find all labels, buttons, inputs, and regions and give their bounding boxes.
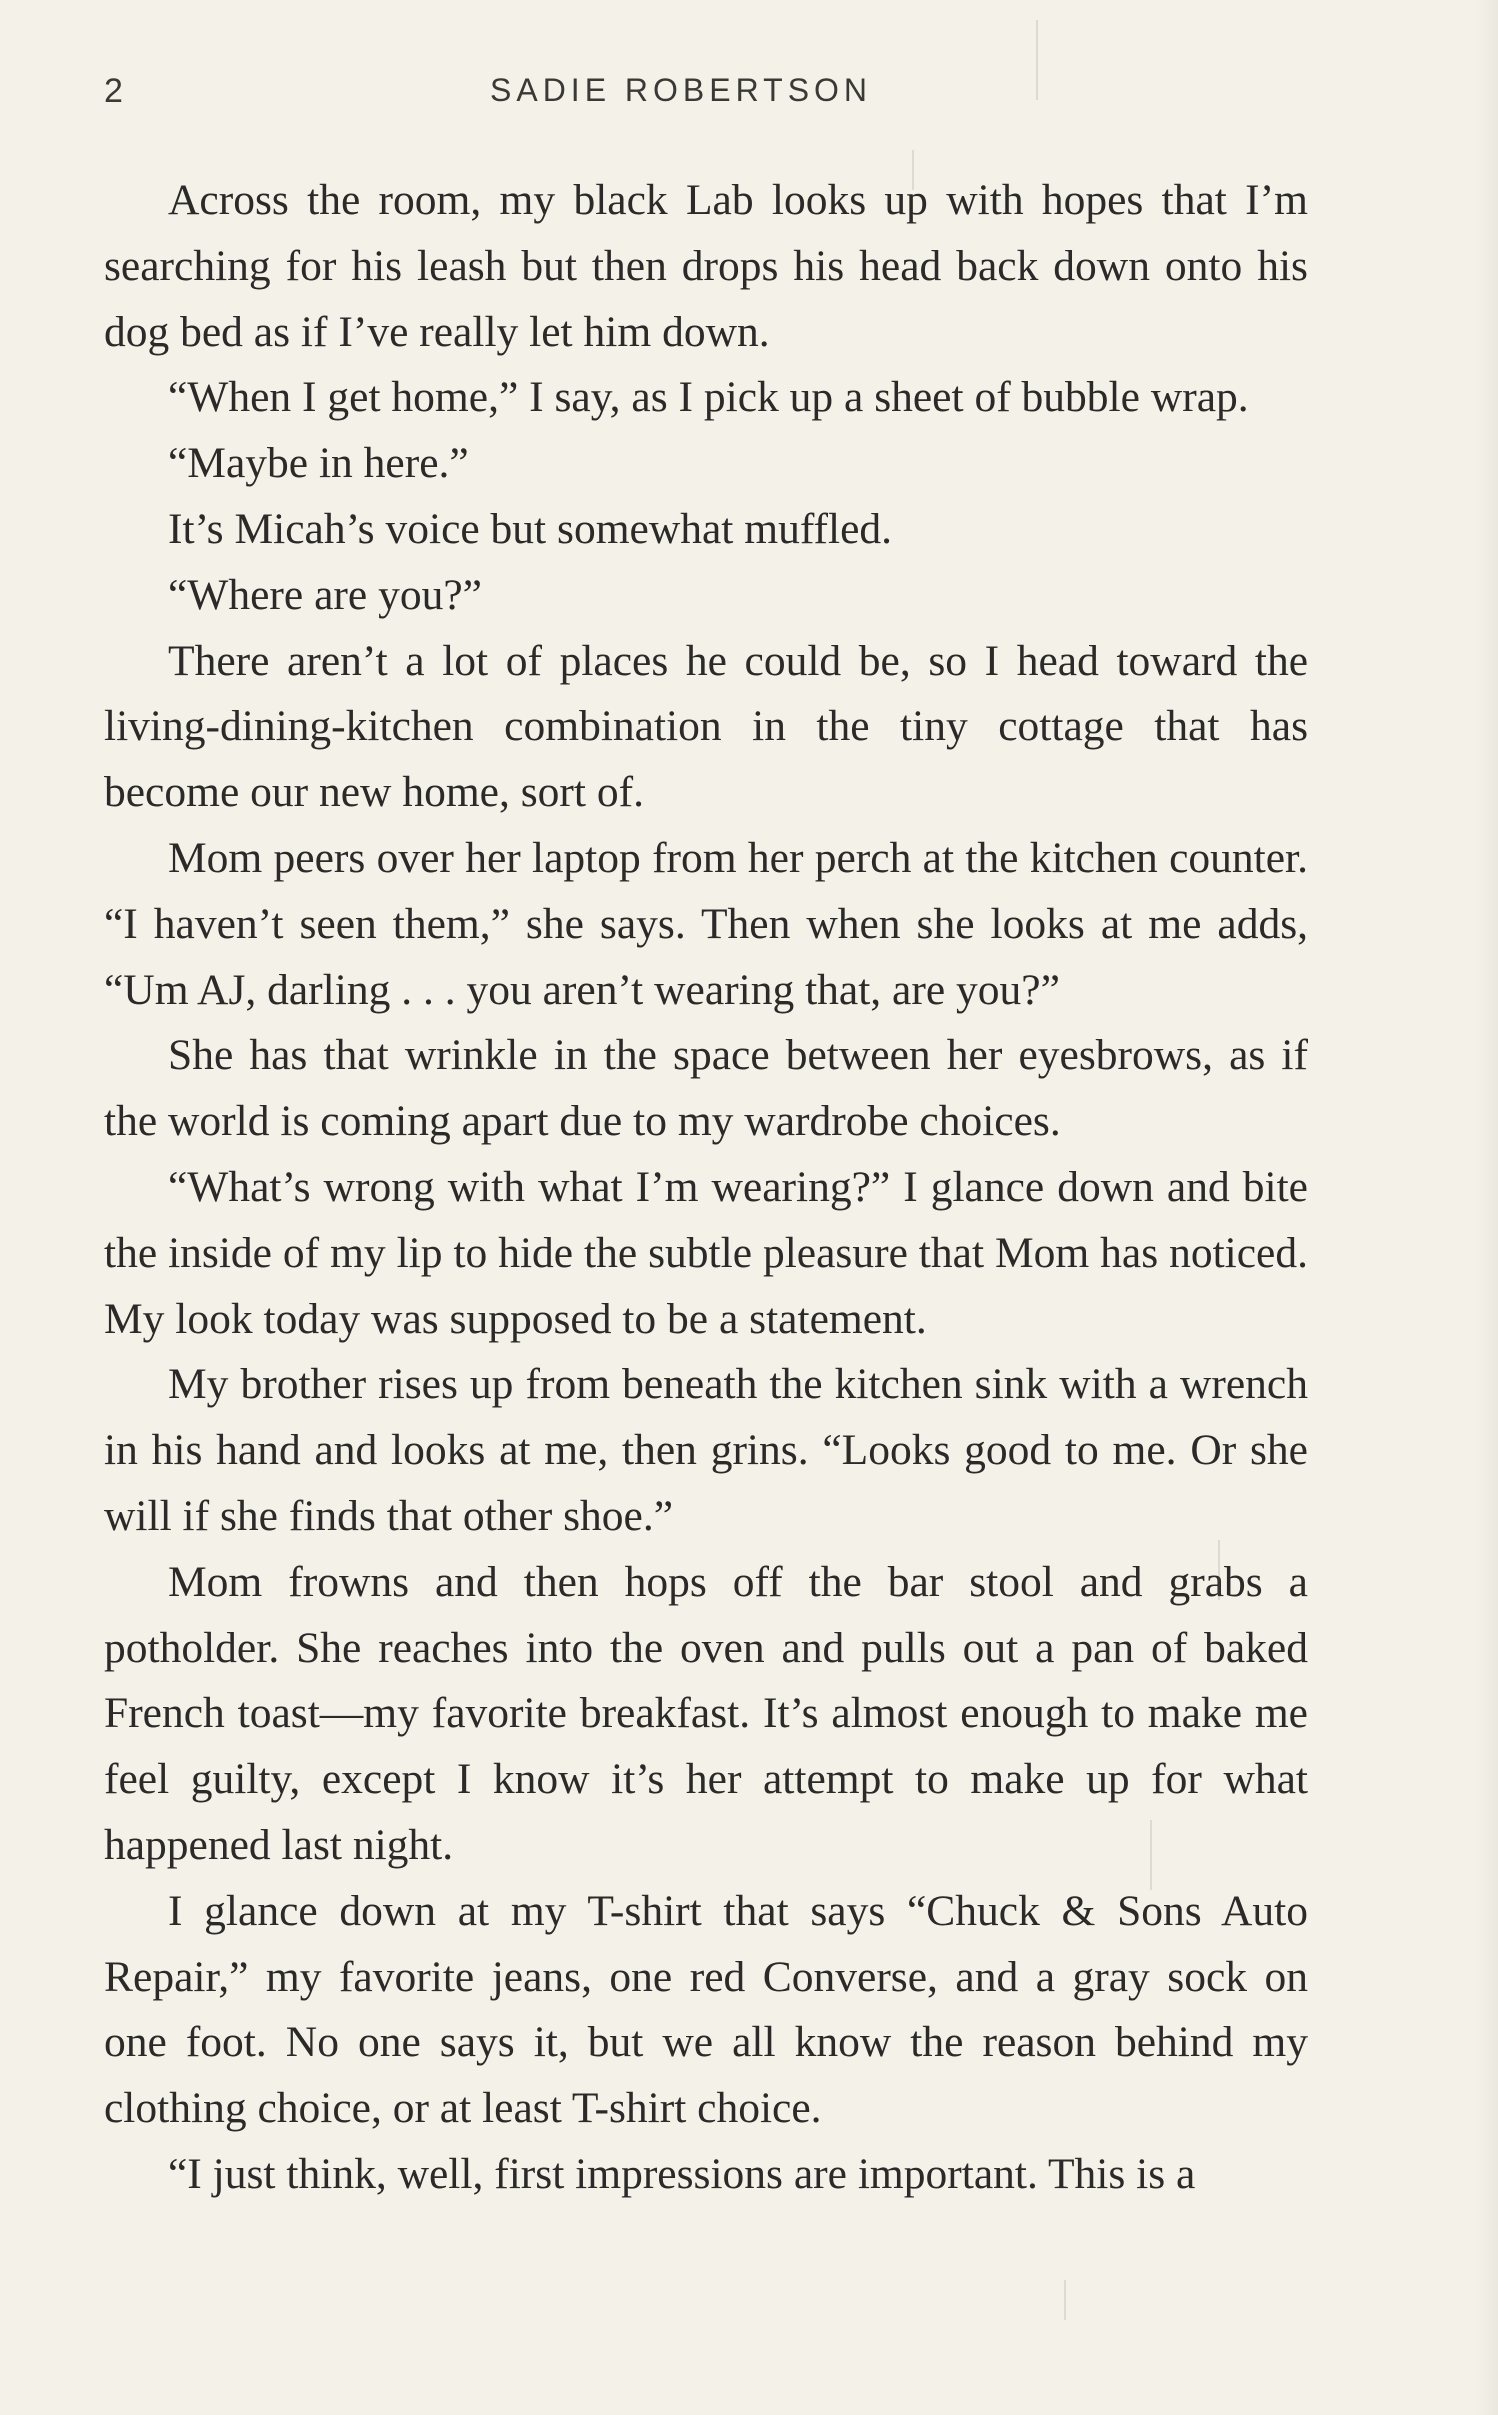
page-number: 2 (104, 72, 124, 110)
paragraph: “Where are you?” (168, 570, 482, 619)
paragraph: I glance down at my T-shirt that says “Chuck & Sons Auto Repair,” my favorite jeans, one red Converse, and a gray sock on one foot. No one says it, but we all know the reason behind my clothing choice, or at least T-shirt choice. (104, 1886, 1308, 2133)
scan-artifact (1064, 2280, 1066, 2320)
paragraph: My brother rises up from beneath the kitchen sink with a wrench in his hand and looks at me, then grins. “Looks good to me. Or she will if she finds that other shoe.” (104, 1360, 1308, 1540)
paragraph: Across the room, my black Lab looks up with hopes that I’m searching for his leash but then drops his head back down onto his dog bed as if I’ve really let him down. (104, 176, 1308, 356)
paragraph: There aren’t a lot of places he could be, so I head toward the living-dining-kitchen combination in the tiny cottage that has become our new home, sort of. (104, 636, 1308, 817)
scan-artifact (912, 150, 914, 190)
paragraph: “What’s wrong with what I’m wearing?” I glance down and bite the inside of my lip to hide the subtle pleasure that Mom has noticed. My look today was supposed to be a statement. (104, 1162, 1308, 1343)
scan-artifact (1036, 20, 1038, 100)
paragraph: It’s Micah’s voice but somewhat muffled. (168, 504, 893, 553)
running-head: SADIE ROBERTSON (490, 72, 873, 108)
page-header (104, 72, 1308, 122)
paragraph: Mom peers over her laptop from her perch at the kitchen counter. “I haven’t seen them,” she says. Then when she looks at me adds, “Um AJ, darling . . . you aren’t wearing that, are you?” (104, 833, 1308, 1014)
scan-artifact (1150, 1820, 1152, 1890)
paragraph: “When I get home,” I say, as I pick up a sheet of bubble wrap. (168, 373, 1249, 422)
paragraph: “Maybe in here.” (168, 439, 469, 488)
scan-artifact (1218, 1540, 1220, 1600)
paragraph: Mom frowns and then hops off the bar stool and grabs a potholder. She reaches into the oven and pulls out a pan of baked French toast—my favorite breakfast. It’s almost enough to make me feel guilty, except I know it’s her attempt to make up for what happened last night. (104, 1557, 1308, 1869)
paragraph: “I just think, well, first impressions are important. This is a (168, 2149, 1196, 2198)
page-edge-shadow (1476, 0, 1498, 2415)
body-text (104, 168, 1308, 2208)
paragraph: She has that wrinkle in the space between her eyesbrows, as if the world is coming apart due to my wardrobe choices. (104, 1031, 1308, 1146)
